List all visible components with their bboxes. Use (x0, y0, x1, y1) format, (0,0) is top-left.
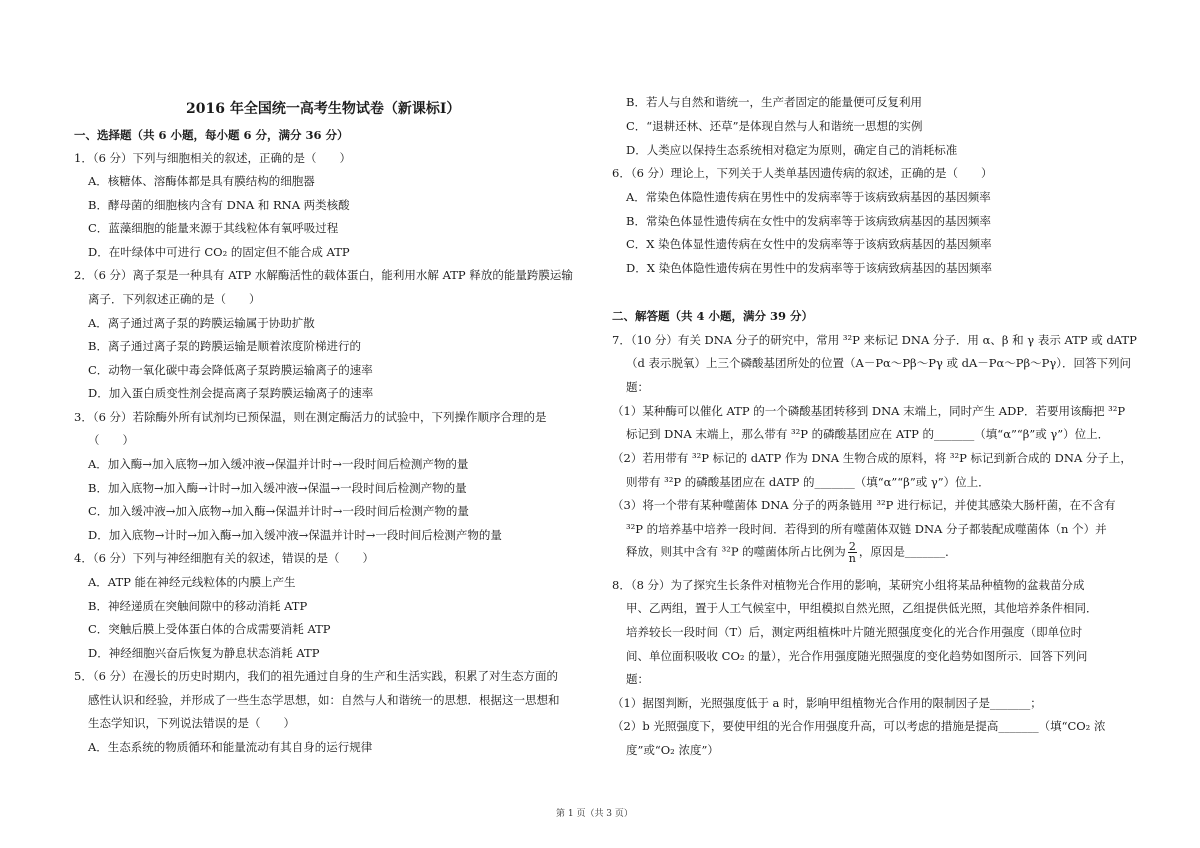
question-2-option-c: C．动物一氧化碳中毒会降低离子泵跨膜运输离子的速率 (88, 363, 373, 377)
question-8-stem-cont-1: 甲、乙两组，置于人工气候室中，甲组模拟自然光照，乙组提供低光照，其他培养条件相同． (626, 601, 1098, 615)
question-7-stem-cont-1: （d 表示脱氧）上三个磷酸基团所处的位置（A－Pα～Pβ～Pγ 或 dA－Pα～Pβ～Pγ）．回答下列问 (626, 356, 1132, 370)
question-1-option-c: C．蓝藻细胞的能量来源于其线粒体有氧呼吸过程 (88, 221, 339, 235)
question-3-stem: 3．（6 分）若除酶外所有试剂均已预保温，则在测定酶活力的试验中，下列操作顺序合理的是 (74, 410, 547, 424)
question-6-stem: 6．（6 分）理论上，下列关于人类单基因遗传病的叙述，正确的是（ ） (612, 166, 993, 180)
question-4-option-b: B．神经递质在突触间隙中的移动消耗 ATP (88, 599, 308, 613)
question-5-stem-cont-2: 生态学知识，下列说法错误的是（ ） (88, 716, 295, 730)
section-heading-choice: 一、选择题（共 6 小题，每小题 6 分，满分 36 分） (74, 128, 349, 142)
question-3-option-c: C．加入缓冲液→加入底物→加入酶→保温并计时→一段时间后检测产物的量 (88, 504, 469, 518)
question-7-part-2-cont: 则带有 ³²P 的磷酸基团应在 dATP 的_______（填“α”“β”或 γ”）位上． (626, 475, 990, 489)
question-7-part-2: （2）若用带有 ³²P 标记的 dATP 作为 DNA 生物合成的原料，将 ³²P 标记到新合成的 DNA 分子上， (612, 451, 1132, 465)
fraction-denominator: n (848, 552, 856, 565)
question-4-option-c: C．突触后膜上受体蛋白体的合成需要消耗 ATP (88, 622, 331, 636)
question-6-option-b: B．常染色体显性遗传病在女性中的发病率等于该病致病基因的基因频率 (626, 214, 991, 228)
exam-title: 2016 年全国统一高考生物试卷（新课标Ⅰ） (186, 101, 461, 117)
question-4-stem: 4．（6 分）下列与神经细胞有关的叙述，错误的是（ ） (74, 551, 375, 565)
fraction-numerator: 2 (848, 540, 856, 553)
question-2-stem-cont: 离子．下列叙述正确的是（ ） (88, 292, 261, 306)
page-footer: 第 1 页（共 3 页） (556, 809, 633, 819)
question-5-option-d: D．人类应以保持生态系统相对稳定为原则，确定自己的消耗标准 (626, 143, 958, 157)
question-4-option-a: A．ATP 能在神经元线粒体的内膜上产生 (88, 575, 296, 589)
question-7-stem-cont-2: 题： (626, 380, 649, 394)
question-7-stem: 7．（10 分）有关 DNA 分子的研究中，常用 ³²P 来标记 DNA 分子．用 α、β 和 γ 表示 ATP 或 dATP (612, 333, 1137, 347)
question-3-option-d: D．加入底物→计时→加入酶→加入缓冲液→保温并计时→一段时间后检测产物的量 (88, 528, 502, 542)
question-8-part-1: （1）据图判断，光照强度低于 a 时，影响甲组植物光合作用的限制因子是_______； (612, 696, 1042, 710)
question-8-stem-cont-2: 培养较长一段时间（T）后，测定两组植株叶片随光照强度变化的光合作用强度（即单位时 (626, 625, 1083, 639)
question-3-option-b: B．加入底物→加入酶→计时→加入缓冲液→保温→一段时间后检测产物的量 (88, 481, 467, 495)
question-1-option-d: D．在叶绿体中可进行 CO₂ 的固定但不能合成 ATP (88, 245, 350, 259)
fraction-2-over-n (848, 541, 857, 564)
question-5-option-c: C．“退耕还林、还草”是体现自然与人和谐统一思想的实例 (626, 119, 923, 133)
question-8-part-2-cont: 度”或“O₂ 浓度”） (626, 743, 719, 757)
question-4-option-d: D．神经细胞兴奋后恢复为静息状态消耗 ATP (88, 646, 320, 660)
question-6-option-d: D．X 染色体隐性遗传病在男性中的发病率等于该病致病基因的基因频率 (626, 261, 993, 275)
section-heading-answers: 二、解答题（共 4 小题，满分 39 分） (612, 309, 814, 323)
question-8-part-2: （2）b 光照强度下，要使甲组的光合作用强度升高，可以考虑的措施是提高_______（填“CO₂ 浓 (612, 719, 1106, 733)
question-7-part-3: （3）将一个带有某种噬菌体 DNA 分子的两条链用 ³²P 进行标记，并使其感染大肠杆菌，在不含有 (612, 498, 1116, 512)
question-2-stem: 2．（6 分）离子泵是一种具有 ATP 水解酶活性的载体蛋白，能利用水解 ATP 释放的能量跨膜运输 (74, 268, 573, 282)
question-7-part-3-cont-2 (626, 541, 957, 564)
question-7-part-3-cont-1: ³²P 的培养基中培养一段时间．若得到的所有噬菌体双链 DNA 分子都装配成噬菌体（n 个）并 (626, 522, 1107, 536)
question-7-part-1-cont: 标记到 DNA 末端上，那么带有 ³²P 的磷酸基团应在 ATP 的_______（填“α”“β”或 γ”）位上． (626, 427, 1110, 441)
question-7-part-3-text: 释放，则其中含有 ³²P 的噬菌体所占比例为 (626, 544, 846, 559)
question-8-stem: 8．（8 分）为了探究生长条件对植物光合作用的影响，某研究小组将某品种植物的盆栽苗分成 (612, 578, 1085, 592)
question-5-stem-cont-1: 感性认识和经验，并形成了一些生态学思想，如：自然与人和谐统一的思想．根据这一思想和 (88, 693, 560, 707)
question-7-part-1: （1）某种酶可以催化 ATP 的一个磷酸基团转移到 DNA 末端上，同时产生 ADP．若要用该酶把 ³²P (612, 404, 1126, 418)
question-8-stem-cont-4: 题： (626, 672, 649, 686)
question-8-stem-cont-3: 间、单位面积吸收 CO₂ 的量），光合作用强度随光照强度的变化趋势如图所示．回答下列问 (626, 649, 1088, 663)
question-2-option-a: A．离子通过离子泵的跨膜运输属于协助扩散 (88, 316, 315, 330)
question-6-option-c: C．X 染色体显性遗传病在女性中的发病率等于该病致病基因的基因频率 (626, 237, 992, 251)
question-1-stem: 1．（6 分）下列与细胞相关的叙述，正确的是（ ） (74, 151, 352, 165)
question-1-option-a: A．核糖体、溶酶体都是具有膜结构的细胞器 (88, 174, 315, 188)
question-7-part-3-tail: ，原因是_______． (858, 544, 957, 559)
question-2-option-b: B．离子通过离子泵的跨膜运输是顺着浓度阶梯进行的 (88, 339, 361, 353)
question-6-option-a: A．常染色体隐性遗传病在男性中的发病率等于该病致病基因的基因频率 (626, 190, 991, 204)
question-5-option-a: A．生态系统的物质循环和能量流动有其自身的运行规律 (88, 740, 373, 754)
question-3-option-a: A．加入酶→加入底物→加入缓冲液→保温并计时→一段时间后检测产物的量 (88, 457, 469, 471)
question-5-stem: 5．（6 分）在漫长的历史时期内，我们的祖先通过自身的生产和生活实践，积累了对生态方面的 (74, 669, 559, 683)
question-5-option-b: B．若人与自然和谐统一，生产者固定的能量便可反复利用 (626, 95, 922, 109)
question-2-option-d: D．加入蛋白质变性剂会提高离子泵跨膜运输离子的速率 (88, 386, 374, 400)
question-3-stem-cont: （ ） (88, 433, 134, 447)
question-1-option-b: B．酵母菌的细胞核内含有 DNA 和 RNA 两类核酸 (88, 198, 350, 212)
